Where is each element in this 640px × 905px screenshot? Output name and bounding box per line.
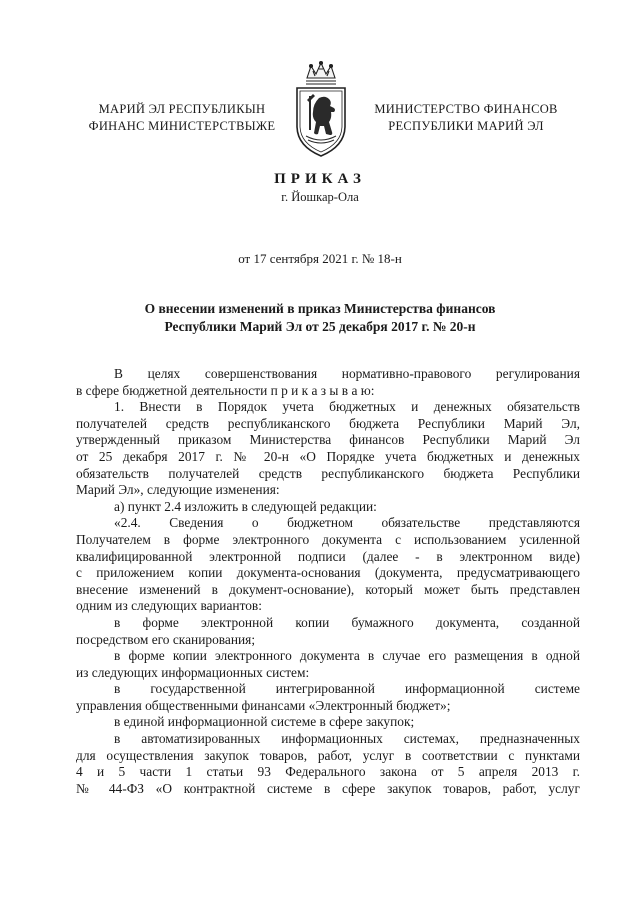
body-line: с приложением копии документа-основания (документа, предусматривающего (76, 565, 580, 581)
body-line: управления общественными финансами «Электронный бюджет»; (76, 697, 451, 713)
header-left-mari (72, 101, 292, 135)
body-line: № 44-ФЗ «О контрактной системе в сфере закупок товаров, работ, услуг (76, 780, 580, 796)
order-subject (0, 300, 640, 336)
body-line: получателей средств республиканского бюджета Республики Марий Эл, (76, 415, 580, 431)
coat-of-arms-mari-el-icon (289, 60, 353, 160)
order-date: от 17 сентября 2021 г. № 18-н (238, 251, 402, 266)
body-line: в сфере бюджетной деятельности п р и к а з ы в а ю: (76, 382, 375, 398)
body-line: «2.4. Сведения о бюджетном обязательстве представляются (114, 515, 580, 531)
order-city: г. Йошкар-Ола (281, 190, 359, 204)
header-right-line-2: РЕСПУБЛИКИ МАРИЙ ЭЛ (388, 119, 544, 133)
header-left-line-1: МАРИЙ ЭЛ РЕСПУБЛИКЫН (98, 102, 266, 116)
body-line: Марий Эл», следующие изменения: (76, 482, 280, 498)
body-line: в единой информационной системе в сфере закупок; (114, 714, 415, 730)
body-line: Получателем в форме электронного документа с использованием усиленной (76, 531, 580, 547)
header-right-line-1: МИНИСТЕРСТВО ФИНАНСОВ (374, 102, 558, 116)
body-line: 4 и 5 части 1 статьи 93 Федерального закона от 5 апреля 2013 г. (76, 764, 580, 780)
body-line: для осуществления закупок товаров, работ, услуг в соответствии с пунктами (76, 747, 580, 763)
body-line: а) пункт 2.4 изложить в следующей редакции: (114, 498, 377, 514)
header-left-line-2: ФИНАНС МИНИСТЕРСТВЫЖЕ (88, 119, 276, 133)
order-body (76, 366, 580, 797)
body-line: в автоматизированных информационных системах, предназначенных (114, 731, 580, 747)
body-line: 1. Внести в Порядок учета бюджетных и денежных обязательств (114, 399, 580, 415)
body-line: в форме копии электронного документа в случае его размещения в одной (114, 648, 580, 664)
body-line: внесение изменений в документ-основание), который может быть представлен (76, 581, 580, 597)
body-line: В целях совершенствования нормативно-правового регулирования (114, 366, 580, 381)
body-line: утвержденный приказом Министерства финансов Республики Марий Эл (76, 432, 580, 448)
order-title: ПРИКАЗ (274, 171, 366, 187)
body-line: посредством его сканирования; (76, 631, 256, 647)
body-line: квалифицированной электронной подписи (далее - в электронном виде) (76, 548, 580, 564)
body-line: обязательств получателей средств республиканского бюджета Республики (76, 465, 580, 481)
body-line: от 25 декабря 2017 г. № 20-н «О Порядке учета бюджетных и денежных (76, 448, 580, 464)
body-line: из следующих информационных систем: (76, 664, 310, 680)
subject-line-1: О внесении изменений в приказ Министерства финансов (144, 301, 496, 316)
body-line: в форме электронной копии бумажного документа, созданной (114, 614, 580, 630)
subject-line-2: Республики Марий Эл от 25 декабря 2017 г. № 20-н (164, 319, 476, 334)
body-line: одним из следующих вариантов: (76, 598, 262, 614)
header-right-ru (356, 101, 576, 135)
body-line: в государственной интегрированной информационной системе (114, 681, 580, 697)
